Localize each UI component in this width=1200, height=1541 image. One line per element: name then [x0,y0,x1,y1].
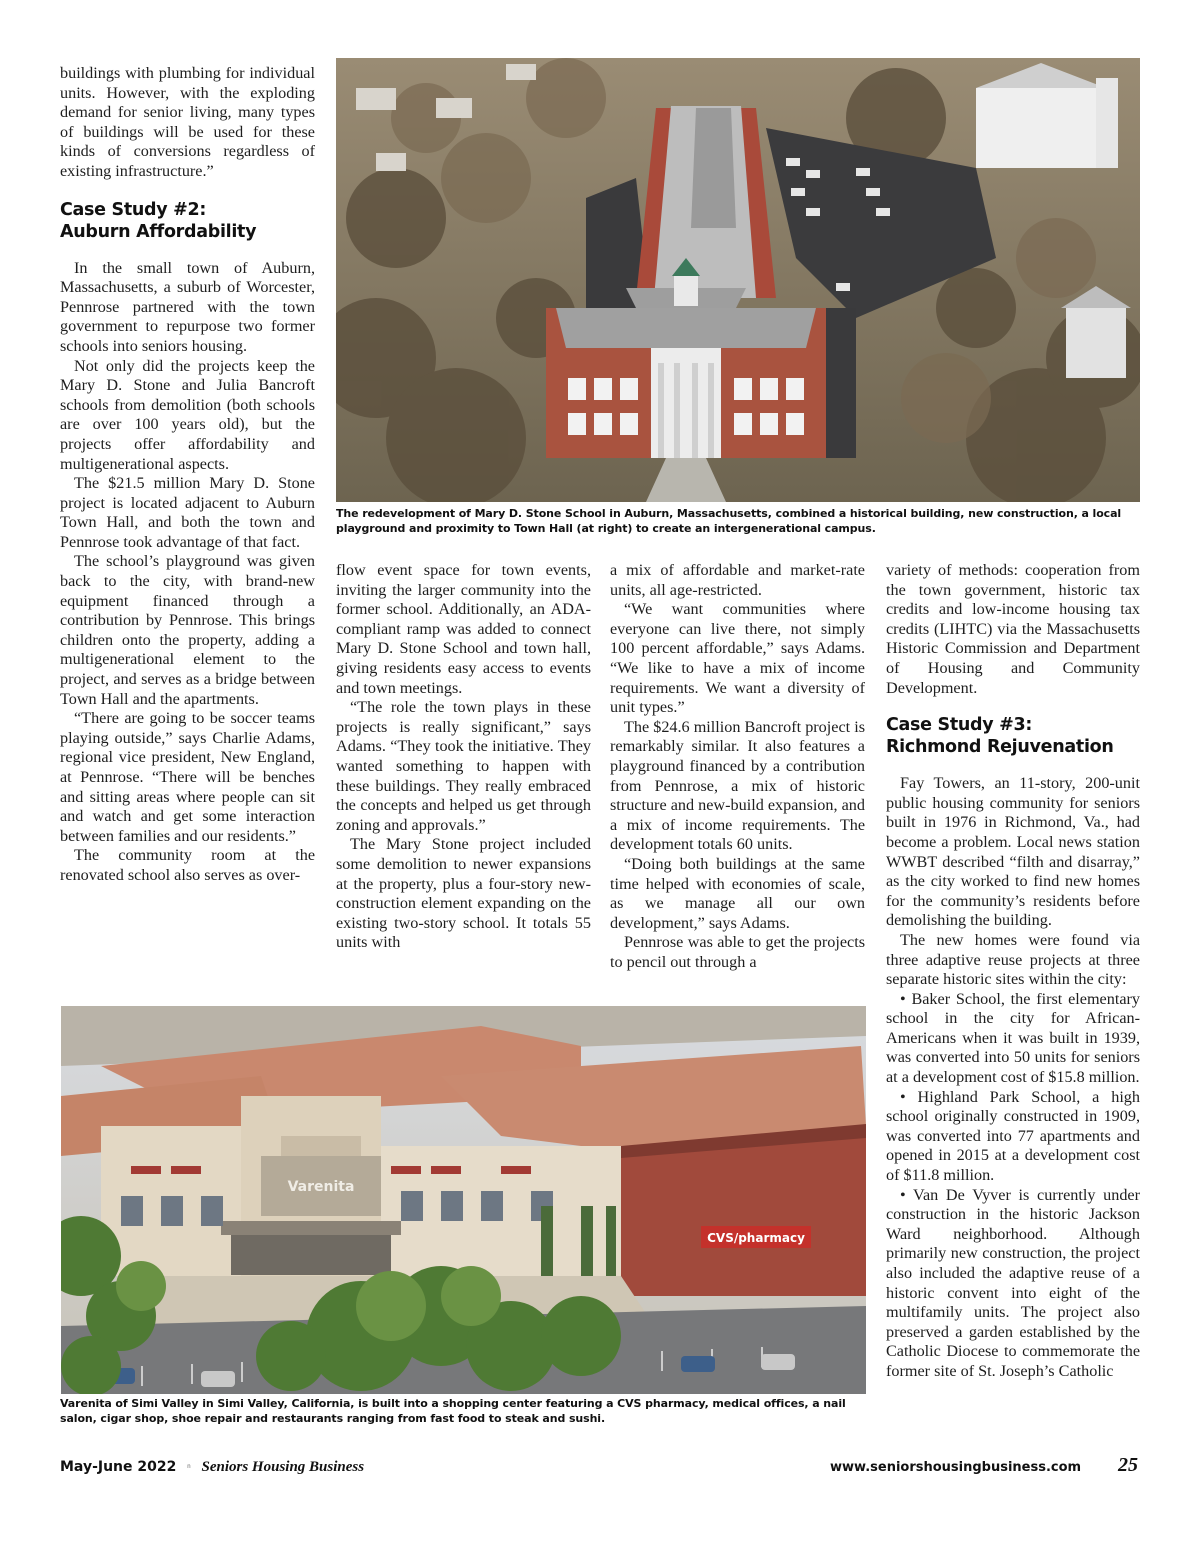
column-4 [886,561,1140,1382]
col1-paragraph-0: buildings with plumbing for individual units. However, with the exploding demand for senior living, many types of buildings will be used for these kinds of conversions regardless of existing infrastructure.” [60,64,315,180]
col4-paragraph-2: Fay Towers, an 11-story, 200-unit public housing community for seniors built in 1976 in Richmond, Va., had become a problem. Local news station WWBT described “filth and disarray,” as the city worked to find new homes for the community’s residents before demolishing the building. [886,774,1140,930]
col2-paragraph-2: “The role the town plays in these projects is really significant,” says Adams. “They took the initiative. They wanted something to happen with these buildings. They really embraced the concepts and helped us get through zoning and approvals.” [336,698,591,834]
footer-left [60,1458,364,1476]
col3-paragraph-4: “Doing both buildings at the same time helped with economies of scale, as we manage all our own development,” says Adams. [610,854,865,932]
footer-url[interactable]: www.seniorshousingbusiness.com [830,1460,1082,1475]
col4-paragraph-1: variety of methods: cooperation from the town government, historic tax credits and low-income housing tax credits (LIHTC) via the Massachusetts Historic Commission and Department of Housing and Community Development. [886,561,1140,697]
photo-2-caption: Varenita of Simi Valley in Simi Valley, California, is built into a shopping center featuring a CVS pharmacy, medical offices, a nail salon, cigar shop, shoe repair and restaurants ranging from fast food to steak and sushi. [60,1397,846,1425]
footer-date: May-June 2022 [60,1459,177,1475]
case-study-3-heading [886,714,1140,758]
photo-1-caption: The redevelopment of Mary D. Stone School in Auburn, Massachusetts, combined a historical building, new construction, a local playground and proximity to Town Hall (at right) to create an intergenerational campus. [336,507,1122,535]
col3-paragraph-5: Pennrose was able to get the projects to pencil out through a [610,933,865,971]
photo-varenita-simi-valley [61,1006,866,1394]
col3-paragraph-2: “We want communities where everyone can live there, not simply 100 percent affordable,” says Adams. “We like to have a mix of income requirements. We want a diversity of unit types.” [610,600,865,717]
col4-paragraph-3: The new homes were found via three adaptive reuse projects at three separate historic sites within the city: [886,930,1140,989]
col1-paragraph-2: Not only did the projects keep the Mary D. Stone and Julia Bancroft schools from demolition (both schools are over 100 years old), but the projects offer affordability and multigenerational aspects. [60,356,315,473]
col4-paragraph-6: • Van De Vyver is currently under construction in the historic Jackson Ward neighborhood. Although primarily new construction, the project also included the adaptive reuse of a historic convent into eight of the multifamily units. The project also preserved a garden established by the Catholic Diocese to commemorate the former site of St. Joseph’s Catholic [886,1185,1140,1380]
col2-paragraph-1: flow event space for town events, inviting the larger community into the former school. Additionally, an ADA-compliant ramp was added to connect Mary D. Stone School and town hall, giving residents easy access to events and town meetings. [336,561,591,697]
col2-paragraph-3: The Mary Stone project included some demolition to newer expansions at the property, plus a four-story new-construction element expanding on the existing two-story school. It totals 55 units with [336,835,591,952]
col4-paragraph-5: • Highland Park School, a high school originally constructed in 1909, was converted into 77 apartments and opened in 2015 at a development cost of $11.8 million. [886,1087,1140,1185]
case-study-2-heading [60,199,315,243]
footer-page-number: 25 [1118,1454,1138,1476]
aerial-school-illustration [336,58,1140,502]
sign-varenita: Varenita [287,1179,355,1195]
column-3 [610,561,865,972]
col1-paragraph-1: In the small town of Auburn, Massachusetts, a suburb of Worcester, Pennrose partnered with the town government to repurpose two former schools into seniors housing. [60,258,315,355]
col4-paragraph-4: • Baker School, the first elementary school in the city for African-Americans when it was built in 1939, was converted into 50 units for seniors at a development cost of $15.8 million. [886,989,1140,1087]
col1-paragraph-3: The $21.5 million Mary D. Stone project is located adjacent to Auburn Town Hall, and both the town and Pennrose took advantage of that fact. [60,474,315,551]
col1-paragraph-6: The community room at the renovated school also serves as over- [60,846,315,884]
case-study-3-heading-line1: Case Study #3: [886,715,1033,736]
col1-paragraph-5: “There are going to be soccer teams playing outside,” says Charlie Adams, regional vice president, New England, at Pennrose. “There will be benches and sitting areas where people can sit and watch and get some interaction between families and our residents.” [60,709,315,845]
case-study-3-heading-line2: Richmond Rejuvenation [886,737,1114,758]
col1-paragraph-4: The school’s playground was given back to the city, with brand-new equipment financed through a contribution by Pennrose. This brings children onto the property, adding a multigenerational element to the project, and serves as a bridge between Town Hall and the apartments. [60,552,315,708]
case-study-2-heading-line1: Case Study #2: [60,199,207,220]
footer-publication: Seniors Housing Business [201,1459,365,1475]
case-study-2-heading-line2: Auburn Affordability [60,221,257,242]
sign-cvs-pharmacy: CVS/pharmacy [707,1231,805,1245]
footer-separator: n [187,1464,191,1471]
photo-mary-d-stone-school [336,58,1140,502]
varenita-rendering-illustration [61,1006,866,1394]
column-1 [60,64,315,886]
col3-paragraph-1: a mix of affordable and market-rate units, all age-restricted. [610,561,865,599]
col3-paragraph-3: The $24.6 million Bancroft project is remarkably similar. It also features a playground financed by a contribution from Pennrose, a mix of historic structure and new-build expansion, and a mix of income requirements. The development totals 60 units. [610,717,865,854]
column-2 [336,561,591,953]
